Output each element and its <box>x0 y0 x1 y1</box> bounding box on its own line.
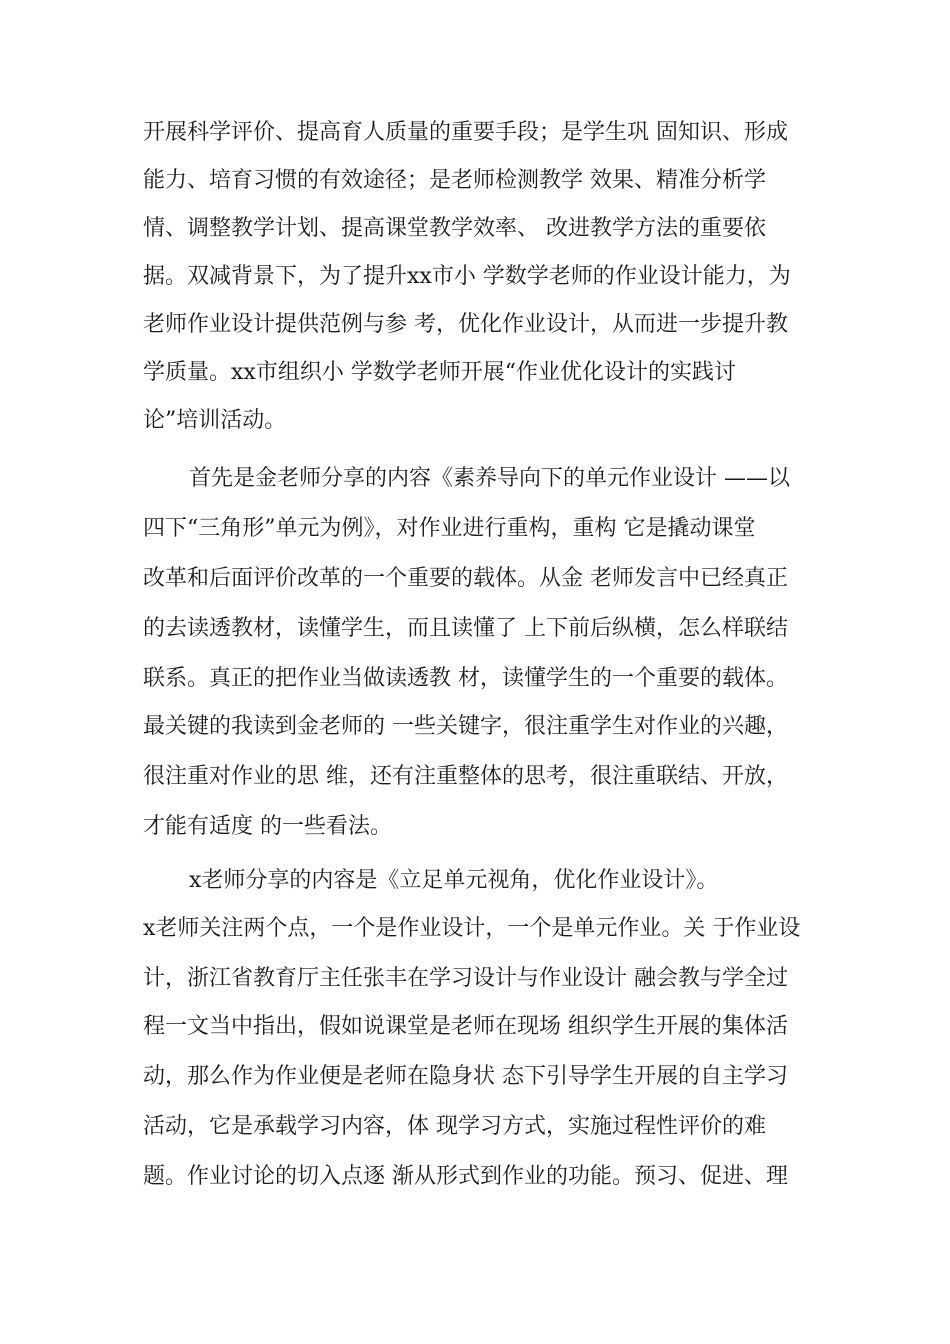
paragraph-2-line-4: 的去读透教材，读懂学生，而且读懂了 上下前后纵横，怎么样联结 <box>143 616 788 641</box>
paragraph-1-line-2: 能力、培育习惯的有效途径；是老师检测教学 效果、精准分析学 <box>143 168 766 193</box>
paragraph-2-line-3: 改革和后面评价改革的一个重要的载体。从金 老师发言中已经真正 <box>143 566 788 591</box>
paragraph-1-line-1: 开展科学评价、提高育人质量的重要手段；是学生巩 固知识、形成 <box>143 120 788 145</box>
paragraph-3-line-2: x老师关注两个点，一个是作业设计，一个是单元作业。关 于作业设 <box>143 916 801 941</box>
paragraph-2-line-7: 很注重对作业的思 维，还有注重整体的思考，很注重联结、开放， <box>143 764 788 789</box>
paragraph-2-line-6: 最关键的我读到金老师的 一些关键字，很注重学生对作业的兴趣， <box>143 714 788 739</box>
paragraph-2-line-8: 才能有适度 的一些看法。 <box>143 814 392 839</box>
paragraph-2-line-5: 联系。真正的把作业当做读透教 材，读懂学生的一个重要的载体。 <box>143 666 788 691</box>
paragraph-3-line-6: 活动，它是承载学习内容，体 现学习方式，实施过程性评价的难 <box>143 1114 766 1139</box>
paragraph-1-line-7: 论”培训活动。 <box>143 408 287 433</box>
paragraph-3-line-7: 题。作业讨论的切入点逐 渐从形式到作业的功能。预习、促进、理 <box>143 1164 788 1189</box>
paragraph-1-line-3: 情、调整教学计划、提高课堂教学效率、 改进教学方法的重要依 <box>143 216 766 241</box>
paragraph-1-line-4: 据。双减背景下，为了提升xx市小 学数学老师的作业设计能力，为 <box>143 264 791 289</box>
paragraph-3-line-3: 计，浙江省教育厅主任张丰在学习设计与作业设计 融会教与学全过 <box>143 966 788 991</box>
paragraph-2-line-2: 四下“三角形”单元为例》，对作业进行重构，重构 它是撬动课堂 <box>143 516 756 541</box>
paragraph-3-line-5: 动，那么作为作业便是老师在隐身状 态下引导学生开展的自主学习 <box>143 1064 788 1089</box>
paragraph-2-line-1: 首先是金老师分享的内容《素养导向下的单元作业设计 ——以 <box>189 466 790 491</box>
paragraph-3-line-1: x老师分享的内容是《立足单元视角，优化作业设计》。 <box>189 868 719 893</box>
paragraph-1-line-5: 老师作业设计提供范例与参 考，优化作业设计，从而进一步提升教 <box>143 312 788 337</box>
paragraph-1-line-6: 学质量。xx市组织小 学数学老师开展“作业优化设计的实践讨 <box>143 360 737 385</box>
paragraph-3-line-4: 程一文当中指出，假如说课堂是老师在现场 组织学生开展的集体活 <box>143 1014 788 1039</box>
